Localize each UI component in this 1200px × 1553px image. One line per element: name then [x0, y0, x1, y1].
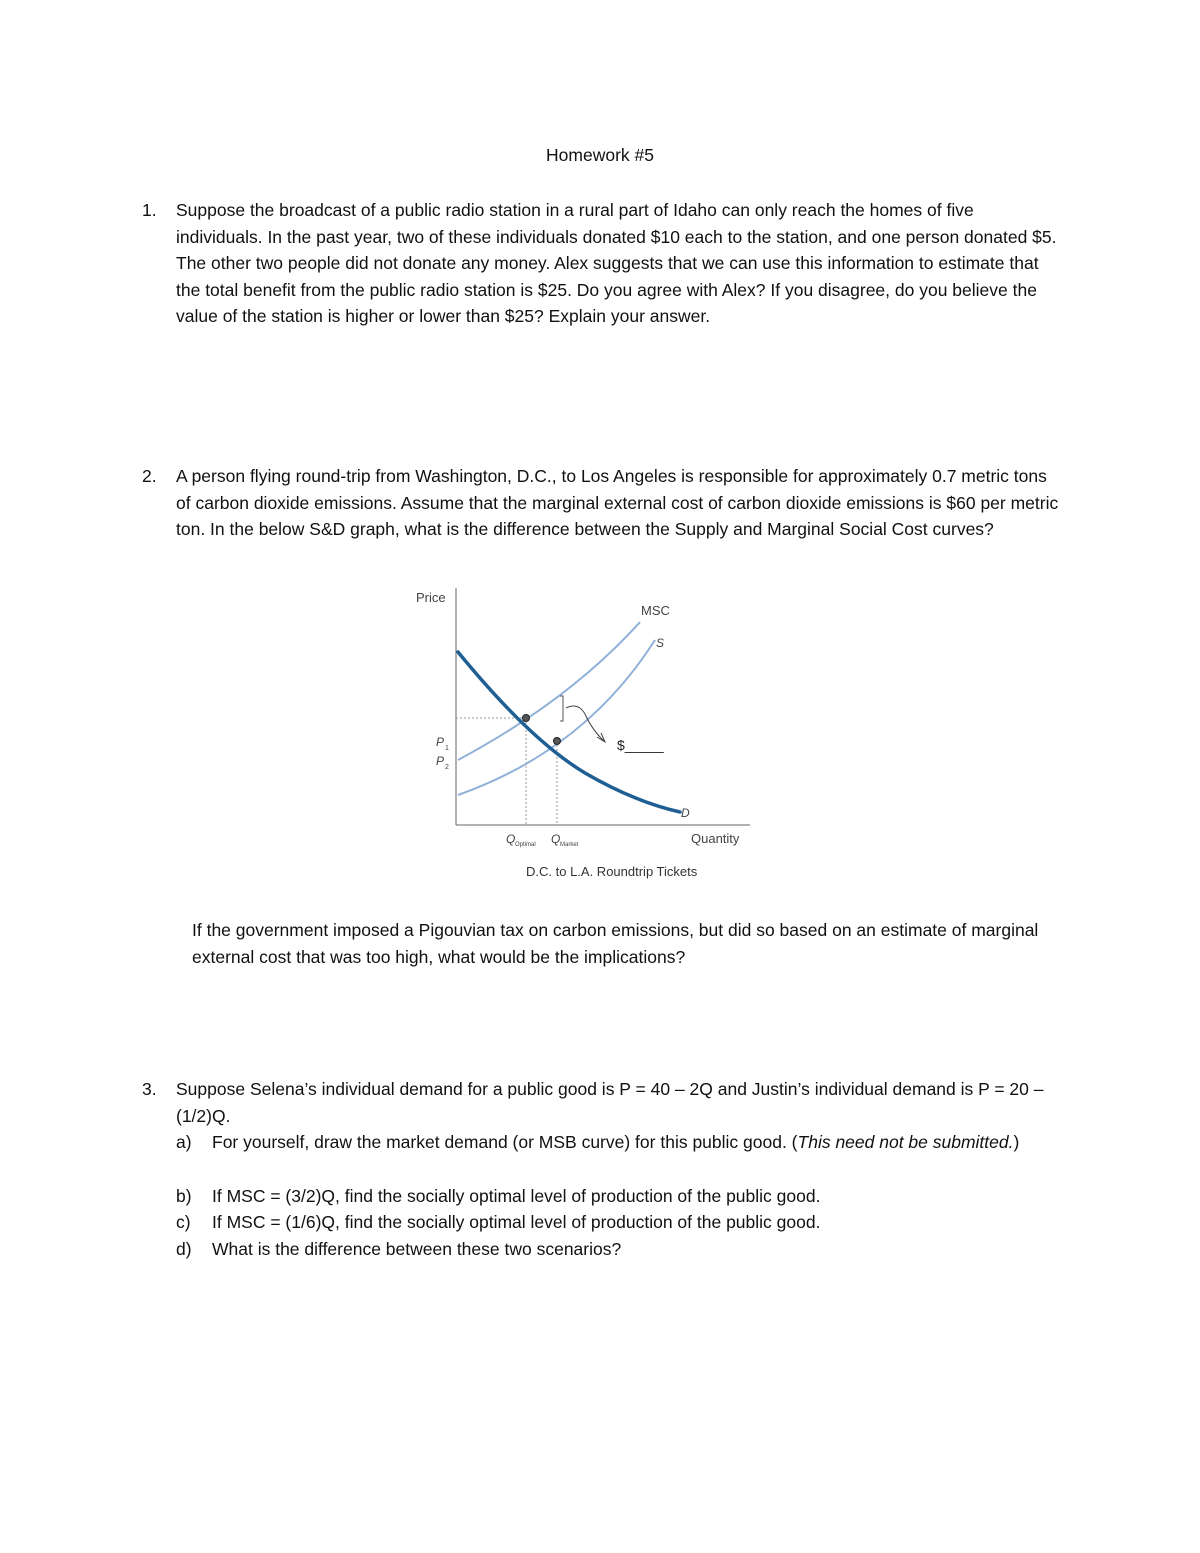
q-optimal-subscript: Optimal [515, 842, 536, 848]
supply-demand-graph [400, 580, 780, 890]
question-text: Suppose Selena’s individual demand for a public good is P = 40 – 2Q and Justin’s individual demand is P = 20 – (1/2)Q. [176, 1079, 1044, 1126]
p2-label: P [436, 754, 445, 768]
italic-note: This need not be submitted. [797, 1132, 1014, 1152]
optimal-point [523, 715, 530, 722]
blank-answer: $_____ [617, 737, 664, 753]
market-point [554, 738, 561, 745]
question-2-followup: If the government imposed a Pigouvian tax on carbon emissions, but did so based on an estimate of marginal external cost that was too high, what would be the implications? [192, 920, 1039, 967]
msc-label: MSC [641, 603, 670, 618]
subquestion-text: If MSC = (1/6)Q, find the socially optimal level of production of the public good. [212, 1212, 821, 1232]
question-3d [176, 1236, 1056, 1263]
q-market-label: Q [551, 832, 561, 846]
question-number: 1. [142, 200, 157, 220]
demand-curve [458, 652, 680, 812]
question-number: 2. [142, 466, 157, 486]
s-label: S [656, 636, 665, 650]
x-axis-label: Quantity [691, 831, 740, 846]
subquestion-label: a) [176, 1132, 192, 1152]
question-text: Suppose the broadcast of a public radio station in a rural part of Idaho can only reach the homes of five individuals. In the past year, two of these individuals donated $10 each to the station, and one person donated $5. The other two people did not donate any money. Alex suggests that we can use this information to estimate that the total benefit from the public radio station is $25. Do you agree with Alex? If you disagree, do you believe the value of the station is higher or lower than $25? Explain your answer. [176, 200, 1057, 326]
pointer-arrow [566, 706, 605, 742]
question-3b [176, 1183, 1056, 1210]
question-3c [176, 1209, 1056, 1236]
question-3 [142, 1076, 1062, 1129]
subquestion-text: If MSC = (3/2)Q, find the socially optimal level of production of the public good. [212, 1186, 821, 1206]
question-2 [142, 463, 1062, 543]
d-label: D [681, 806, 690, 820]
y-axis-label: Price [416, 590, 446, 605]
question-number: 3. [142, 1079, 157, 1099]
q-optimal-label: Q [506, 832, 516, 846]
p2-subscript: 2 [445, 764, 449, 771]
question-3a [176, 1129, 1056, 1156]
subquestion-label: b) [176, 1186, 192, 1206]
difference-bracket [560, 696, 563, 721]
subquestion-text: For yourself, draw the market demand (or MSB curve) for this public good. (This need not be submitted.) [212, 1132, 1020, 1152]
supply-curve [458, 640, 655, 795]
subquestion-label: c) [176, 1212, 191, 1232]
msc-curve [458, 622, 640, 760]
page-title: Homework #5 [546, 145, 654, 165]
p1-label: P [436, 735, 445, 749]
graph-caption: D.C. to L.A. Roundtrip Tickets [526, 864, 698, 879]
subquestion-label: d) [176, 1239, 192, 1259]
subquestion-text: What is the difference between these two scenarios? [212, 1239, 622, 1259]
question-text: A person flying round-trip from Washington, D.C., to Los Angeles is responsible for approximately 0.7 metric tons of carbon dioxide emissions. Assume that the marginal external cost of carbon dioxide emissions is $60 per metric ton. In the below S&D graph, what is the difference between the Supply and Marginal Social Cost curves? [176, 466, 1059, 539]
question-1 [142, 197, 1062, 330]
q-market-subscript: Market [560, 842, 579, 848]
p1-subscript: 1 [445, 745, 449, 752]
